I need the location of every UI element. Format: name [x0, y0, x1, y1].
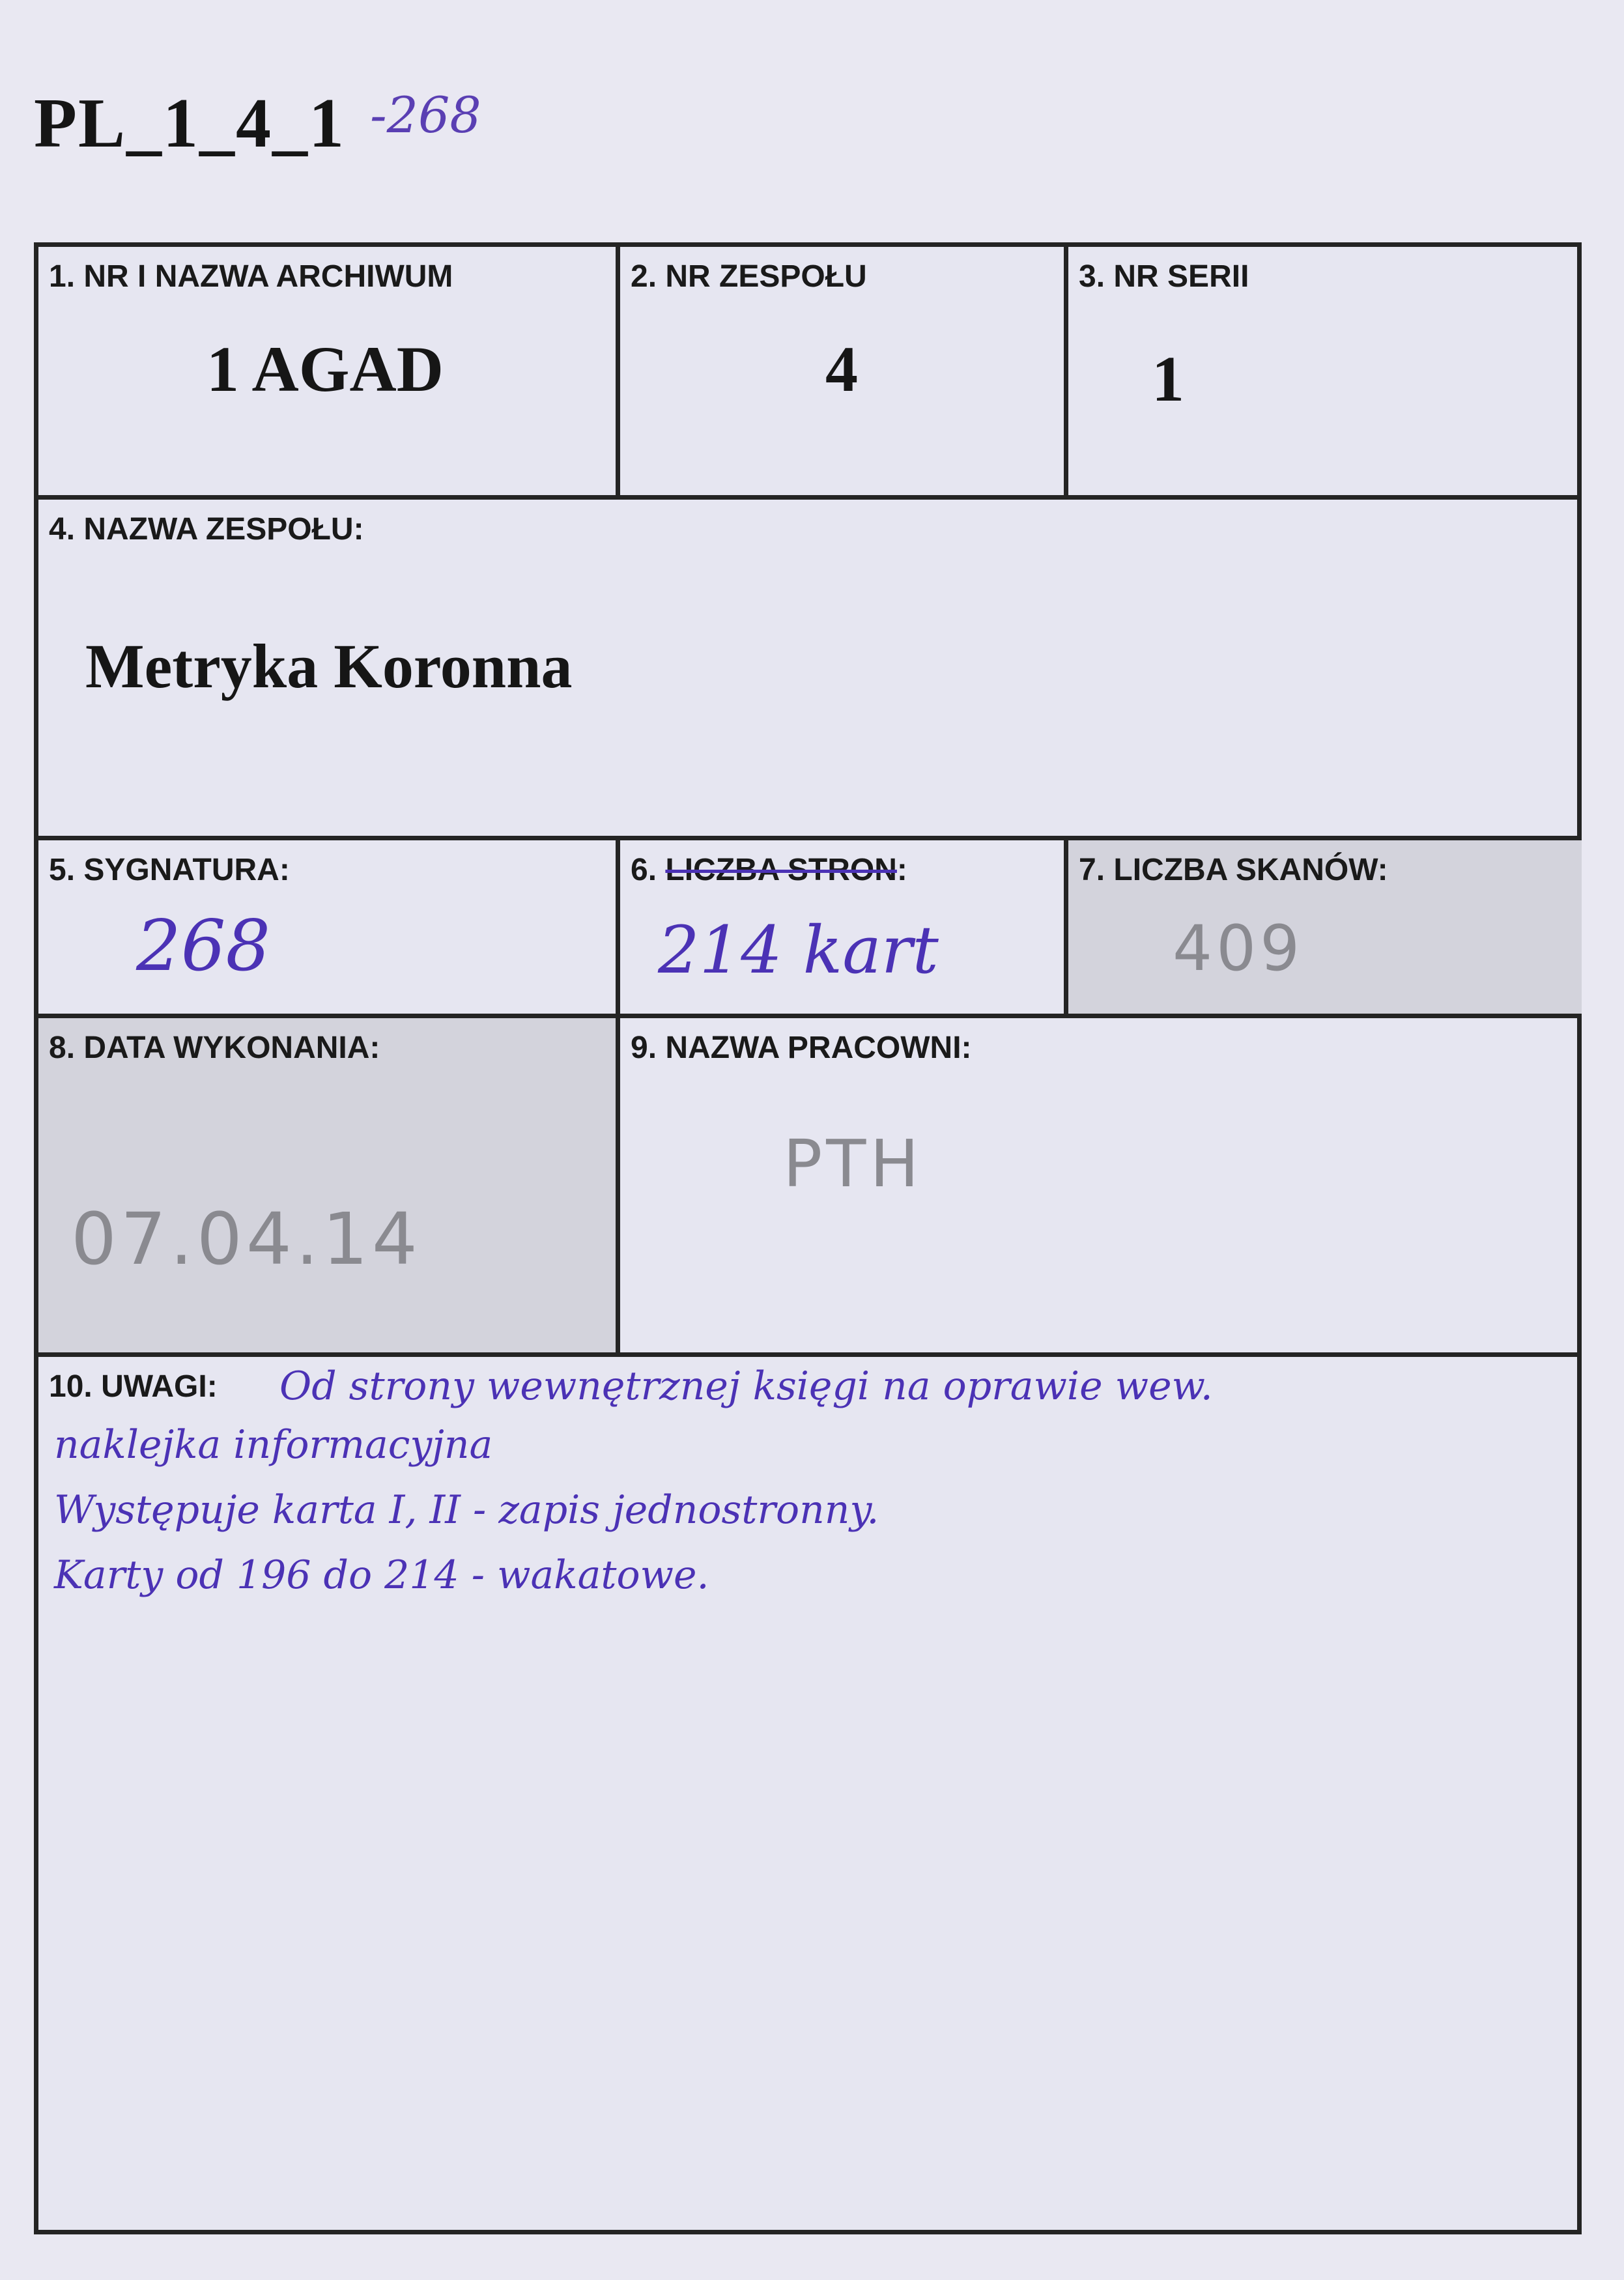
date-cell	[38, 1018, 620, 1357]
signature-value-handwritten: 268	[136, 905, 271, 987]
remarks-line-3: Występuje karta I, II - zapis jednostronny.	[54, 1487, 879, 1533]
signature-label: 5. SYGNATURA:	[49, 853, 290, 887]
remarks-cell	[38, 1357, 1582, 2234]
series-number-value: 1	[1152, 343, 1184, 415]
date-value-pencil: 07.04.14	[71, 1197, 421, 1281]
page-count-label-struck: LICZBA STRON	[665, 853, 897, 887]
fonds-name-value: Metryka Koronna	[85, 631, 573, 701]
page-count-label-prefix: 6.	[631, 853, 666, 887]
archive-value: 1 AGAD	[207, 333, 444, 405]
signature-cell	[38, 840, 620, 1018]
scan-count-label: 7. LICZBA SKANÓW:	[1079, 853, 1388, 887]
remarks-line-2: naklejka informacyjna	[54, 1422, 493, 1468]
date-label: 8. DATA WYKONANIA:	[49, 1031, 380, 1065]
fonds-number-label: 2. NR ZESPOŁU	[631, 259, 867, 294]
page-count-label-suffix: :	[896, 853, 907, 887]
series-number-label: 3. NR SERII	[1079, 259, 1249, 294]
archive-record-form	[34, 242, 1582, 2234]
reference-suffix-handwritten: -268	[370, 86, 481, 144]
remarks-line-1: Od strony wewnętrznej księgi na oprawie wew.	[279, 1363, 1213, 1409]
scan-count-cell	[1068, 840, 1582, 1018]
series-number-cell	[1068, 247, 1582, 500]
page-count-label	[631, 852, 907, 888]
workshop-cell	[620, 1018, 1582, 1357]
fonds-name-cell	[38, 500, 1582, 840]
fonds-number-value: 4	[825, 333, 858, 405]
archive-label: 1. NR I NAZWA ARCHIWUM	[49, 259, 453, 294]
page-count-value-handwritten: 214 kart	[658, 912, 939, 988]
workshop-value-pencil: PTH	[783, 1126, 923, 1202]
archive-cell	[38, 247, 620, 500]
fonds-name-label: 4. NAZWA ZESPOŁU:	[49, 512, 364, 547]
remarks-line-4: Karty od 196 do 214 - wakatowe.	[54, 1552, 709, 1598]
scan-count-value-pencil: 409	[1173, 912, 1304, 985]
page-count-cell	[620, 840, 1068, 1018]
fonds-number-cell	[620, 247, 1068, 500]
workshop-label: 9. NAZWA PRACOWNI:	[631, 1031, 972, 1065]
reference-code: PL_1_4_1	[34, 85, 346, 162]
remarks-label: 10. UWAGI:	[49, 1369, 218, 1404]
